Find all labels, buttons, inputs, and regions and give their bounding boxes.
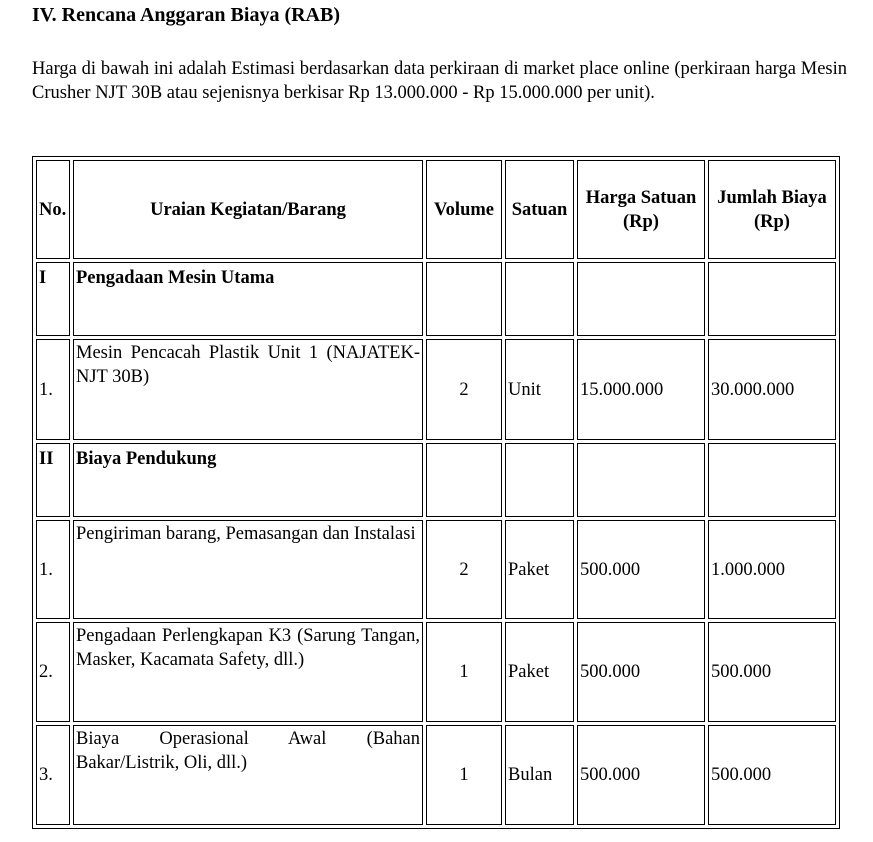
table-header-row	[36, 160, 836, 259]
section-number: I	[36, 262, 70, 336]
empty-cell	[426, 443, 502, 517]
row-volume: 1	[426, 622, 502, 722]
row-description: Biaya Operasional Awal (Bahan Bakar/Listrik, Oli, dll.)	[73, 725, 423, 825]
row-jumlah-biaya: 500.000	[708, 725, 836, 825]
row-volume: 1	[426, 725, 502, 825]
section-row	[36, 443, 836, 517]
empty-cell	[505, 262, 574, 336]
table-row	[36, 339, 836, 440]
row-satuan: Paket	[505, 622, 574, 722]
intro-text: Harga di bawah ini adalah Estimasi berdasarkan data perkiraan di market place online (perkiraan harga Mesin Crusher NJT 30B atau sejenisnya berkisar Rp 13.000.000 - Rp 15.000.000 per unit).	[32, 59, 847, 103]
table-row	[36, 520, 836, 619]
row-volume: 2	[426, 339, 502, 440]
row-number: 3.	[36, 725, 70, 825]
row-harga-satuan: 500.000	[577, 622, 705, 722]
intro-paragraph	[32, 57, 847, 105]
row-description: Mesin Pencacah Plastik Unit 1 (NAJATEK-NJT 30B)	[73, 339, 423, 440]
table-row	[36, 622, 836, 722]
row-satuan: Bulan	[505, 725, 574, 825]
header-satuan: Satuan	[505, 160, 574, 259]
section-title: Pengadaan Mesin Utama	[73, 262, 423, 336]
row-number: 2.	[36, 622, 70, 722]
section-row	[36, 262, 836, 336]
empty-cell	[708, 443, 836, 517]
header-volume: Volume	[426, 160, 502, 259]
row-satuan: Paket	[505, 520, 574, 619]
section-title: Biaya Pendukung	[73, 443, 423, 517]
row-volume: 2	[426, 520, 502, 619]
header-harga-satuan: Harga Satuan (Rp)	[577, 160, 705, 259]
header-uraian: Uraian Kegiatan/Barang	[73, 160, 423, 259]
row-harga-satuan: 15.000.000	[577, 339, 705, 440]
empty-cell	[577, 443, 705, 517]
section-heading: IV. Rencana Anggaran Biaya (RAB)	[32, 4, 340, 26]
table-row	[36, 725, 836, 825]
row-harga-satuan: 500.000	[577, 520, 705, 619]
row-number: 1.	[36, 339, 70, 440]
budget-table	[32, 156, 840, 829]
row-description: Pengadaan Perlengkapan K3 (Sarung Tangan, Masker, Kacamata Safety, dll.)	[73, 622, 423, 722]
header-no: No.	[36, 160, 70, 259]
empty-cell	[426, 262, 502, 336]
section-number: II	[36, 443, 70, 517]
row-satuan: Unit	[505, 339, 574, 440]
empty-cell	[708, 262, 836, 336]
empty-cell	[577, 262, 705, 336]
header-jumlah-biaya: Jumlah Biaya (Rp)	[708, 160, 836, 259]
row-harga-satuan: 500.000	[577, 725, 705, 825]
empty-cell	[505, 443, 574, 517]
row-jumlah-biaya: 30.000.000	[708, 339, 836, 440]
row-jumlah-biaya: 500.000	[708, 622, 836, 722]
row-number: 1.	[36, 520, 70, 619]
row-jumlah-biaya: 1.000.000	[708, 520, 836, 619]
row-description: Pengiriman barang, Pemasangan dan Instalasi	[73, 520, 423, 619]
